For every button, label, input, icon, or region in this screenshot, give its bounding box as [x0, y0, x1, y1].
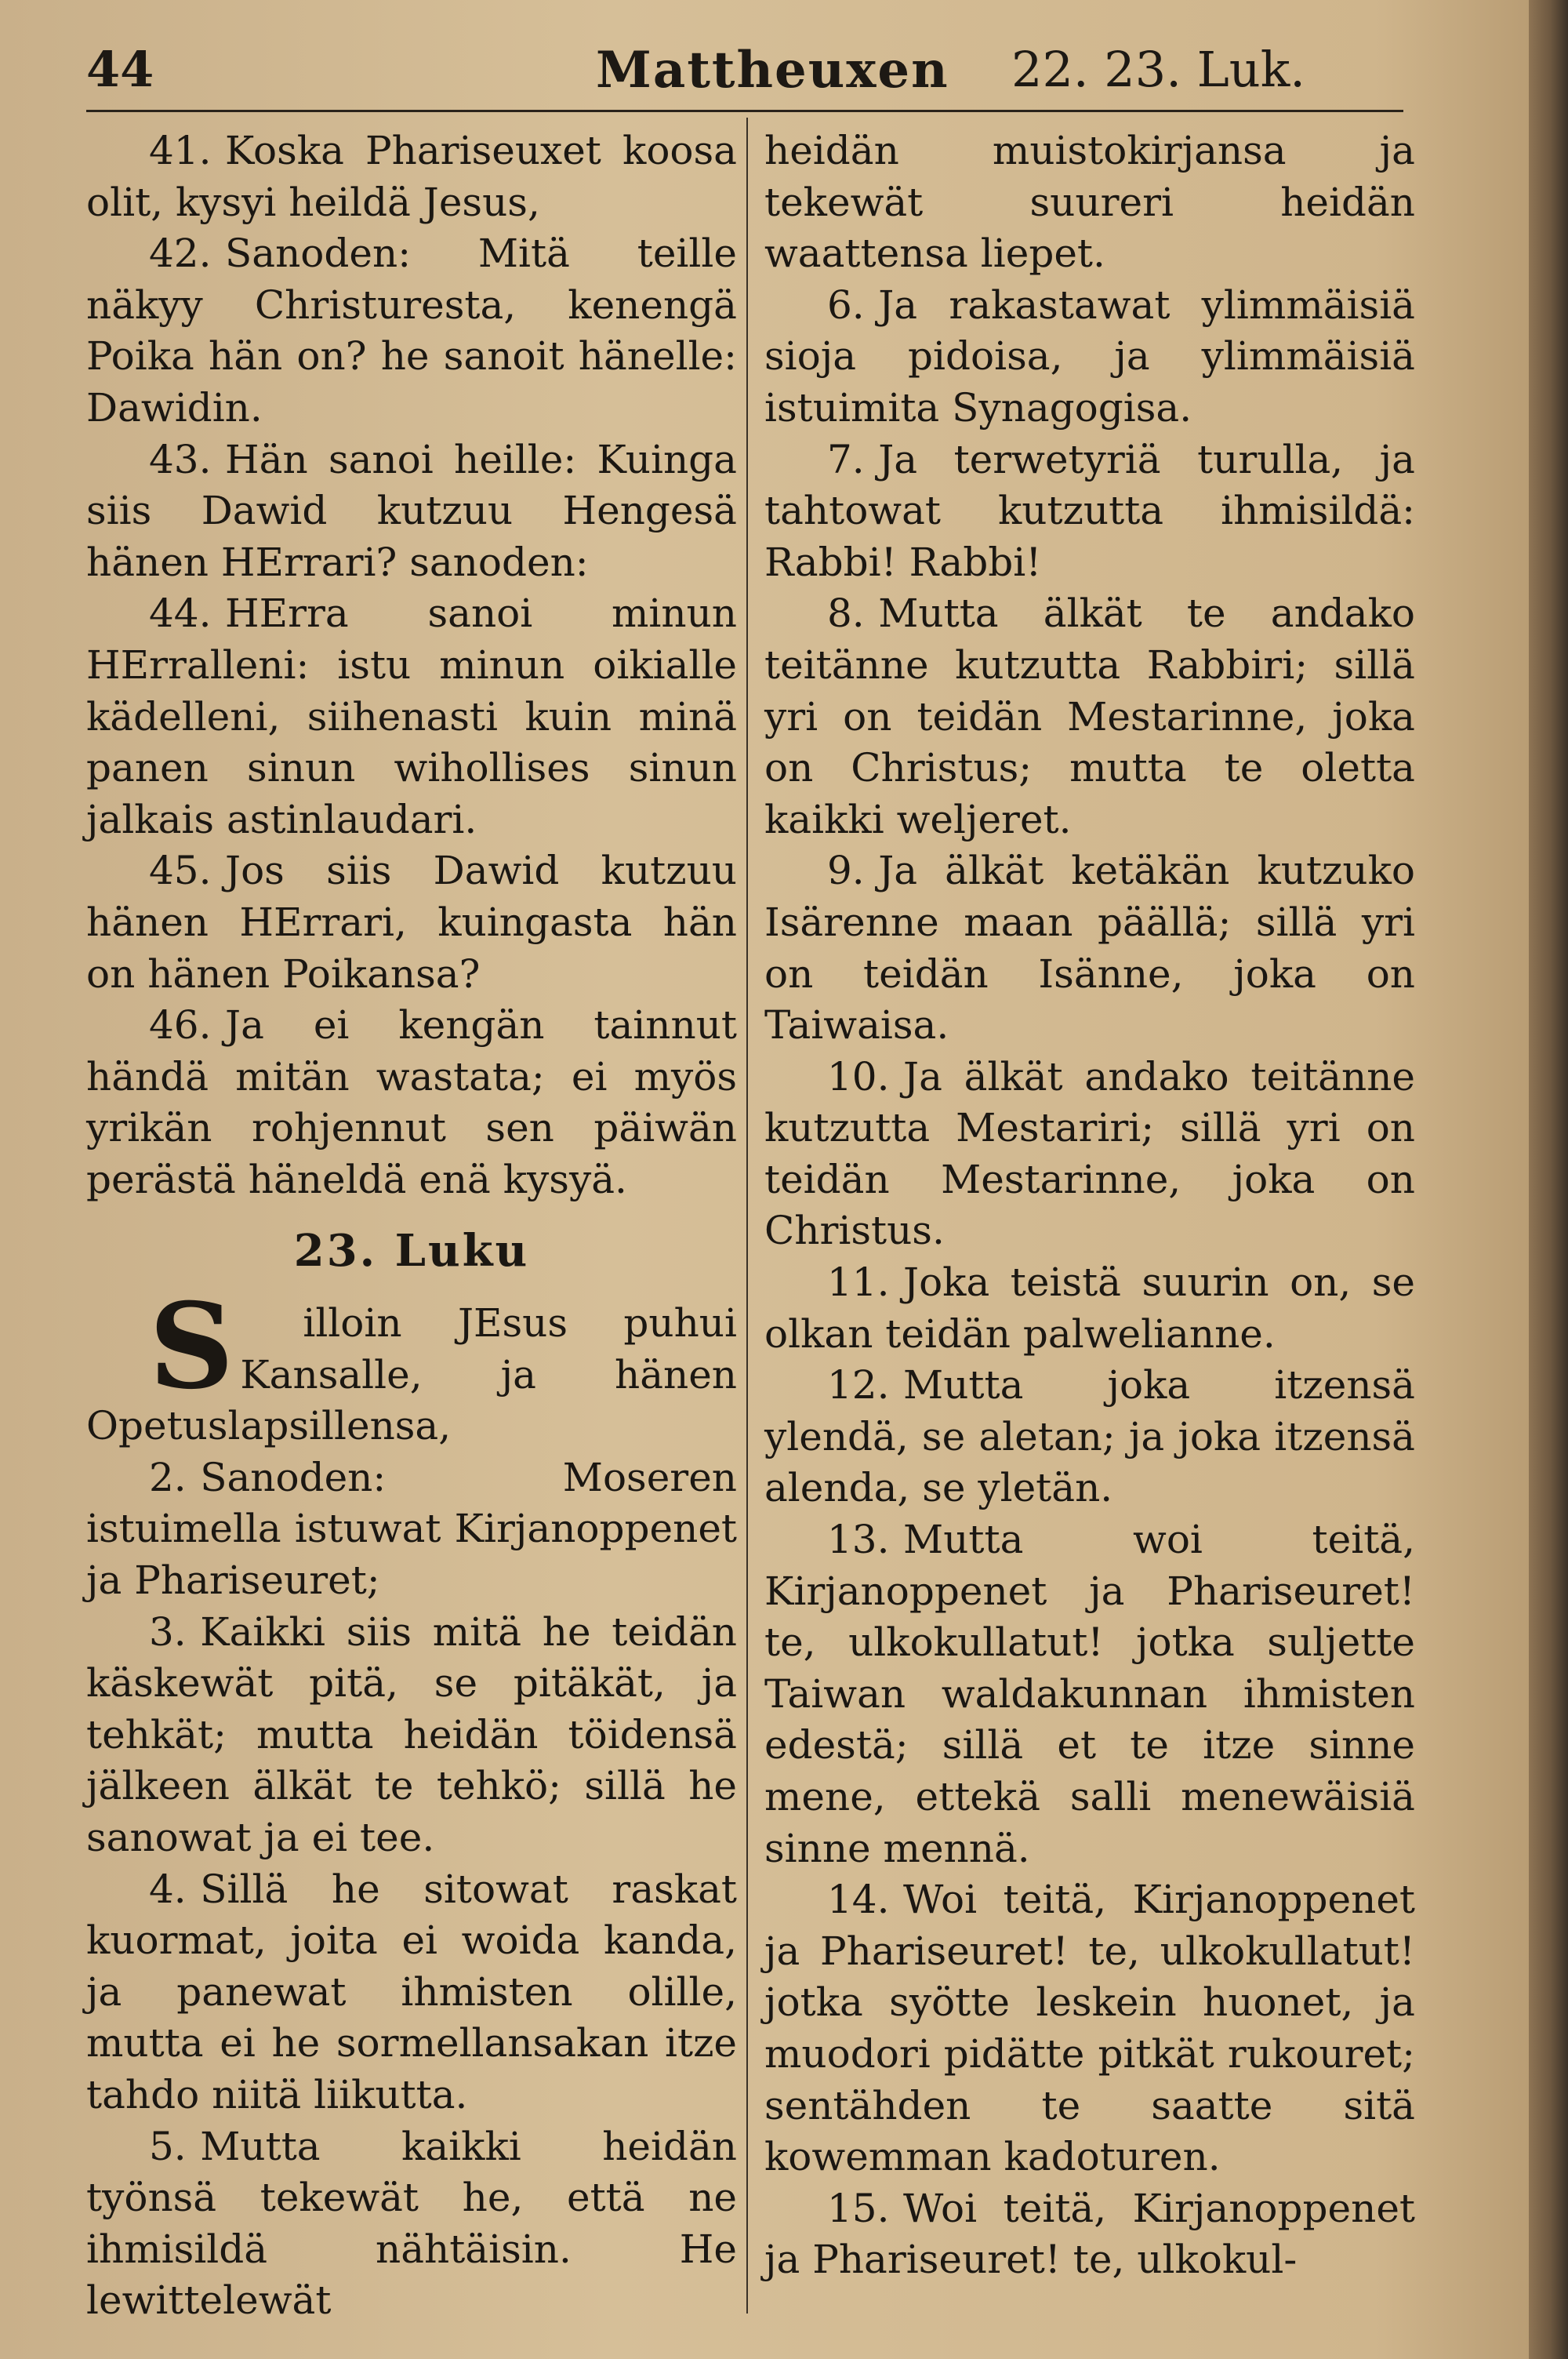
verse-text: Ja älkät andako teitänne kutzutta Mestariri; sillä yri on teidän Mestarinne, joka on Christus.: [764, 1053, 1415, 1254]
header-rule: [86, 110, 1403, 112]
verse: [86, 1000, 737, 1205]
verse-number: 44.: [149, 591, 212, 637]
verse-text: Kaikki siis mitä he teidän käskewät pitä, se pitäkät, ja tehkät; mutta heidän töidensä jälkeen älkät te tehkö; sillä he sanowat ja ei tee.: [86, 1608, 737, 1860]
verse-number: 7.: [827, 436, 865, 482]
verse: [764, 1360, 1415, 1514]
verse: [764, 1514, 1415, 1874]
drop-cap: S: [149, 1278, 234, 1416]
verse: [86, 125, 737, 228]
verse-text: Sanoden: Mitä teille näkyy Christuresta, kenengä Poika hän on? he sanoit hänelle: Dawidin.: [86, 231, 737, 431]
verse-number: 8.: [827, 591, 865, 637]
verse: [86, 1607, 737, 1864]
verse: [764, 280, 1415, 434]
verse: [86, 434, 737, 589]
verse: [86, 845, 737, 1000]
verse-number: 5.: [149, 2123, 187, 2169]
verse-text: Sillä he sitowat raskat kuormat, joita ei woida kanda, ja panewat ihmisten olille, mutta ei he sormellansakan itze tahdo niitä liikutta.: [86, 1866, 737, 2117]
verse-continuation: heidän muistokirjansa ja tekewät suureri heidän waattensa liepet.: [764, 128, 1415, 277]
chapter-reference: 22. 23. Luk.: [1011, 41, 1305, 98]
verse: [764, 434, 1415, 589]
verse-number: 13.: [827, 1517, 890, 1563]
verse-number: 6.: [827, 282, 865, 328]
chapter-heading: 23. Luku: [293, 1225, 530, 1278]
column-divider: [746, 118, 748, 2314]
verse: [86, 1864, 737, 2121]
verse-number: 43.: [149, 436, 212, 482]
verse: [764, 2183, 1415, 2286]
verse-number: 42.: [149, 231, 212, 277]
right-column: [764, 125, 1415, 2286]
verse: [764, 845, 1415, 1051]
verse: [86, 228, 737, 434]
verse-number: 45.: [149, 848, 212, 894]
verse-text: Jos siis Dawid kutzuu hänen HErrari, kuingasta hän on hänen Poikansa?: [86, 848, 737, 997]
verse-text: Woi teitä, Kirjanoppenet ja Phariseuret! te, ulkokul-: [764, 2185, 1415, 2283]
verse-number: 3.: [149, 1608, 187, 1655]
page-number: 44: [86, 41, 154, 98]
verse-text: Sanoden: Moseren istuimella istuwat Kirjanoppenet ja Phariseuret;: [86, 1454, 737, 1604]
verse: [86, 1452, 737, 1607]
verse: [764, 1257, 1415, 1360]
verse-text: Hän sanoi heille: Kuinga siis Dawid kutzuu Hengesä hänen HErrari? sanoden:: [86, 436, 737, 585]
running-header: [86, 41, 1403, 104]
verse-text: Ja älkät ketäkän kutzuko Isärenne maan päällä; sillä yri on teidän Isänne, joka on Taiwaisa.: [764, 848, 1415, 1049]
verse-text: illoin JEsus puhui Kansalle, ja hänen Opetuslapsillensa,: [86, 1300, 737, 1449]
verse-number: 41.: [149, 128, 212, 173]
verse: [764, 588, 1415, 845]
verse: [86, 588, 737, 845]
verse-text: Mutta joka itzensä ylendä, se aletan; ja joka itzensä alenda, se yletän.: [764, 1362, 1415, 1511]
verse-number: 14.: [827, 1877, 890, 1923]
left-column: [86, 125, 737, 2327]
verse-text: Mutta kaikki heidän työnsä tekewät he, että ne ihmisildä nähtäisin. He lewittelewät: [86, 2123, 737, 2324]
verse-number: 46.: [149, 1002, 212, 1049]
verse-number: 2.: [149, 1454, 187, 1500]
verse-number: 12.: [827, 1362, 890, 1408]
verse-number: 9.: [827, 848, 865, 894]
verse-text: Woi teitä, Kirjanoppenet ja Phariseuret! te, ulkokullatut! jotka syötte leskein huonet, ja muodori pidätte pitkät rukouret; sentähden te saatte sitä kowemman kadoturen.: [764, 1877, 1415, 2180]
facing-page-edge: [1529, 0, 1568, 2359]
verse: [764, 1874, 1415, 2183]
verse-text: Koska Phariseuxet koosa olit, kysyi heildä Jesus,: [86, 128, 737, 225]
verse-number: 10.: [827, 1053, 890, 1100]
verse-number: 15.: [827, 2185, 890, 2231]
verse-text: Ja terwetyriä turulla, ja tahtowat kutzutta ihmisildä: Rabbi! Rabbi!: [764, 436, 1415, 585]
verse-text: Ja rakastawat ylimmäisiä sioja pidoisa, ja ylimmäisiä istuimita Synagogisa.: [764, 282, 1415, 431]
verse-text: Mutta woi teitä, Kirjanoppenet ja Phariseuret! te, ulkokullatut! jotka suljette Taiwan waldakunnan ihmisten edestä; sillä et te itze sinne mene, ettekä salli menewäisiä sinne mennä.: [764, 1517, 1415, 1871]
verse: [86, 1278, 737, 1452]
verse-text: Joka teistä suurin on, se olkan teidän palwelianne.: [764, 1259, 1415, 1357]
verse-text: HErra sanoi minun HErralleni: istu minun oikialle kädelleni, siihenasti kuin minä panen sinun wihollises sinun jalkais astinlaudari.: [86, 591, 737, 842]
running-title: Mattheuxen: [596, 41, 949, 100]
verse: [764, 1052, 1415, 1257]
verse-number: 4.: [149, 1866, 187, 1912]
verse-text: Ja ei kengän tainnut händä mitän wastata; ei myös yrikän rohjennut sen päiwän perästä häneldä enä kysyä.: [86, 1002, 737, 1202]
verse-text: Mutta älkät te andako teitänne kutzutta Rabbiri; sillä yri on teidän Mestarinne, joka on Christus; mutta te oletta kaikki weljeret.: [764, 591, 1415, 842]
verse-number: 11.: [827, 1259, 890, 1306]
verse: [86, 2121, 737, 2327]
